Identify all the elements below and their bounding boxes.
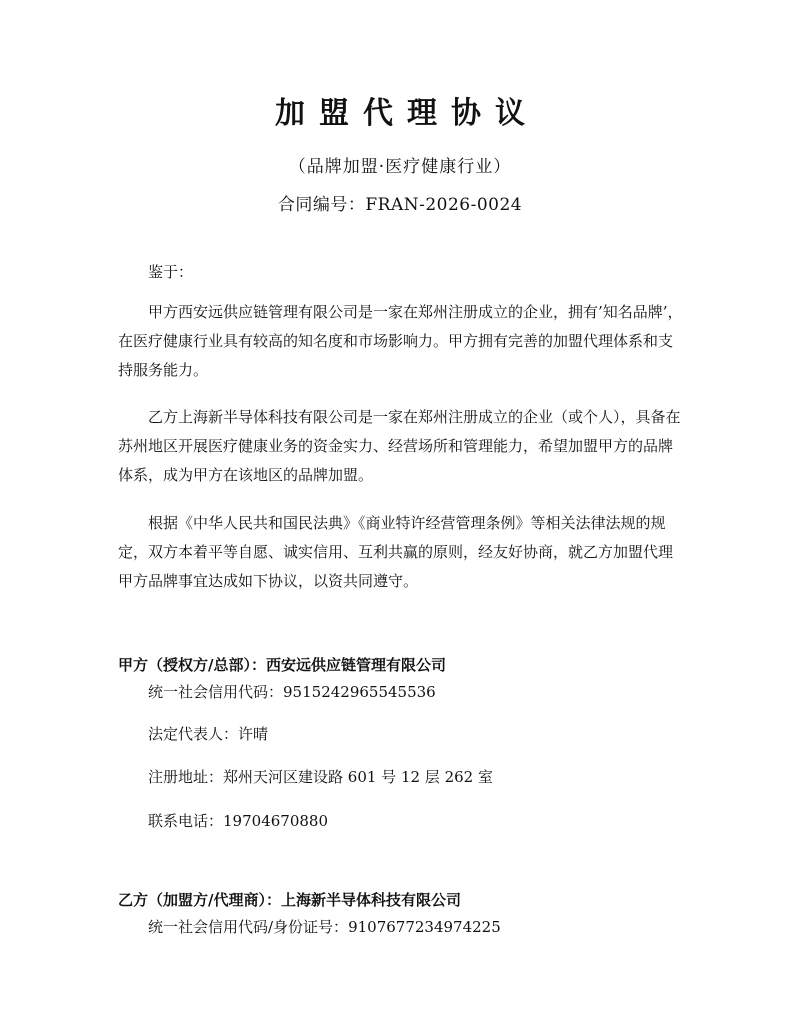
party-a-phone-value: 19704670880 [223, 812, 328, 830]
contract-number-value: FRAN-2026-0024 [365, 195, 523, 215]
party-a-address-label: 注册地址： [148, 768, 224, 786]
party-a-phone-label: 联系电话： [148, 812, 224, 830]
party-a-heading: 甲方（授权方/总部）：西安远供应链管理有限公司 [118, 656, 446, 674]
paragraph-party-b-intro: 乙方上海新半导体科技有限公司是一家在郑州注册成立的企业（或个人），具备在苏州地区开展医疗健康业务的资金实力、经营场所和管理能力，希望加盟甲方的品牌体系，成为甲方在该地区的品牌加盟。 [118, 408, 681, 484]
party-a-representative-value: 许晴 [238, 725, 269, 743]
preamble-label: 鉴于： [148, 263, 194, 281]
paragraph-legal-basis: 根据《中华人民共和国民法典》《商业特许经营管理条例》等相关法律法规的规定，双方本着平等自愿、诚实信用、互利共赢的原则，经友好协商，就乙方加盟代理甲方品牌事宜达成如下协议，以资共同遵守。 [118, 514, 674, 590]
party-a-credit-code [148, 681, 436, 702]
document-subtitle: （品牌加盟·医疗健康行业） [288, 157, 512, 177]
party-a-address [148, 766, 493, 787]
party-a-representative-label: 法定代表人： [148, 725, 239, 743]
party-b-credit-code [148, 916, 501, 937]
party-b-credit-code-value: 9107677234974225 [348, 918, 501, 936]
party-a-address-value: 郑州天河区建设路 601 号 12 层 262 室 [223, 768, 493, 786]
party-a-credit-code-label: 统一社会信用代码： [148, 683, 284, 701]
contract-number [0, 190, 800, 215]
document-title: 加盟代理协议 [275, 96, 539, 131]
party-a-phone [148, 810, 328, 831]
contract-number-label: 合同编号： [277, 195, 366, 215]
party-a-representative [148, 723, 268, 744]
party-b-credit-code-label: 统一社会信用代码/身份证号： [148, 918, 349, 936]
party-b-heading: 乙方（加盟方/代理商）：上海新半导体科技有限公司 [118, 891, 461, 909]
paragraph-party-a-intro: 甲方西安远供应链管理有限公司是一家在郑州注册成立的企业，拥有’知名品牌’，在医疗健康行业具有较高的知名度和市场影响力。甲方拥有完善的加盟代理体系和支持服务能力。 [118, 303, 683, 379]
party-a-credit-code-value: 9515242965545536 [283, 683, 436, 701]
